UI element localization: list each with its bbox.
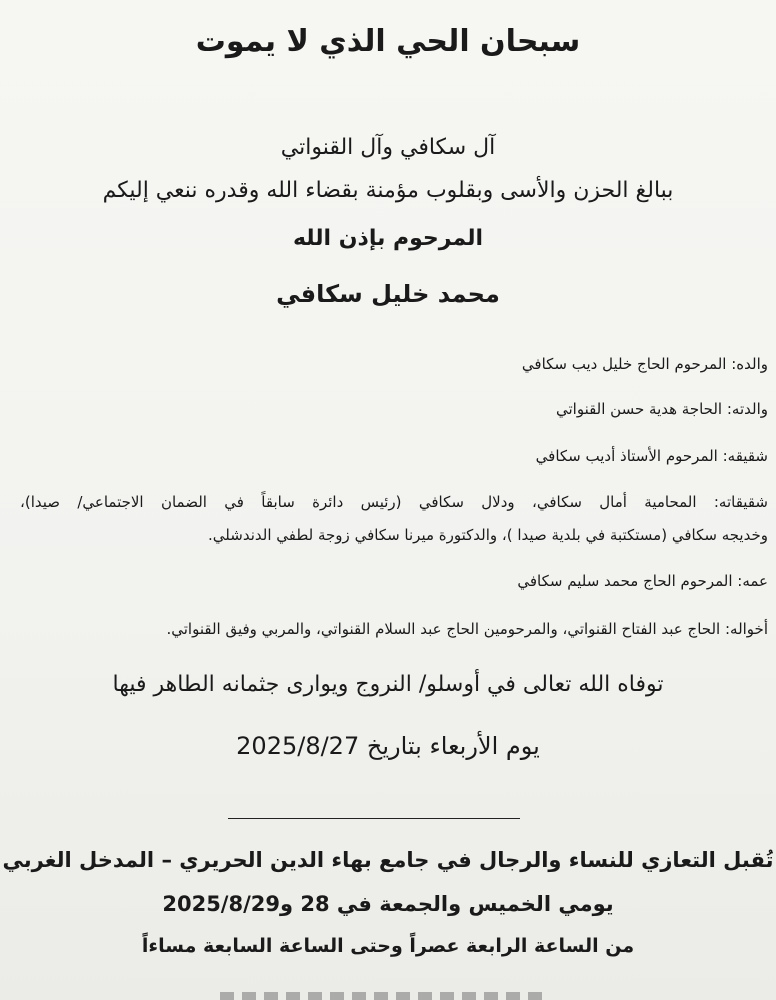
cut-off-text-fragment xyxy=(220,992,550,1000)
deceased-prefix: المرحوم بإذن الله xyxy=(292,226,484,251)
condolence-days: يومي الخميس والجمعة في 28 و2025/8/29 xyxy=(162,892,614,916)
death-date-line: يوم الأربعاء بتاريخ 2025/8/27 xyxy=(236,732,540,760)
relative-paternal-uncle: عمه: المرحوم الحاج محمد سليم سكافي xyxy=(517,572,768,590)
relative-maternal-uncles: أخواله: الحاج عبد الفتاح القنواتي، والمرحومين الحاج عبد السلام القنواتي، والمربي وفيق القنواتي. xyxy=(166,620,768,638)
deceased-name: محمد خليل سكافي xyxy=(276,280,500,308)
relative-brother: شقيقه: المرحوم الأستاذ أديب سكافي xyxy=(535,447,768,465)
condolence-hours: من الساعة الرابعة عصراً وحتى الساعة السابعة مساءاً xyxy=(141,935,635,957)
condolence-location: تُقبل التعازي للنساء والرجال في جامع بهاء الدين الحريري – المدخل الغربي xyxy=(2,848,774,872)
relative-sisters-line-2: وخديجه سكافي (مستكتبة في بلدية صيدا )، والدكتورة ميرنا سكافي زوجة لطفي الدندشلي. xyxy=(208,526,768,544)
page-title: سبحان الحي الذي لا يموت xyxy=(195,24,581,59)
death-place-line: توفاه الله تعالى في أوسلو/ النروج ويوارى جثمانه الطاهر فيها xyxy=(112,672,664,697)
grief-line: ببالغ الحزن والأسى وبقلوب مؤمنة بقضاء الله وقدره ننعي إليكم xyxy=(102,178,674,203)
divider xyxy=(228,818,520,819)
families-line: آل سكافي وآل القنواتي xyxy=(280,135,496,160)
relative-father: والده: المرحوم الحاج خليل ديب سكافي xyxy=(521,355,768,373)
relative-mother: والدته: الحاجة هدية حسن القنواتي xyxy=(555,400,768,418)
relative-sisters-line-1: شقيقاته: المحامية أمال سكافي، ودلال سكافي (رئيس دائرة سابقاً في الضمان الاجتماعي/ صيدا)، xyxy=(20,493,768,511)
